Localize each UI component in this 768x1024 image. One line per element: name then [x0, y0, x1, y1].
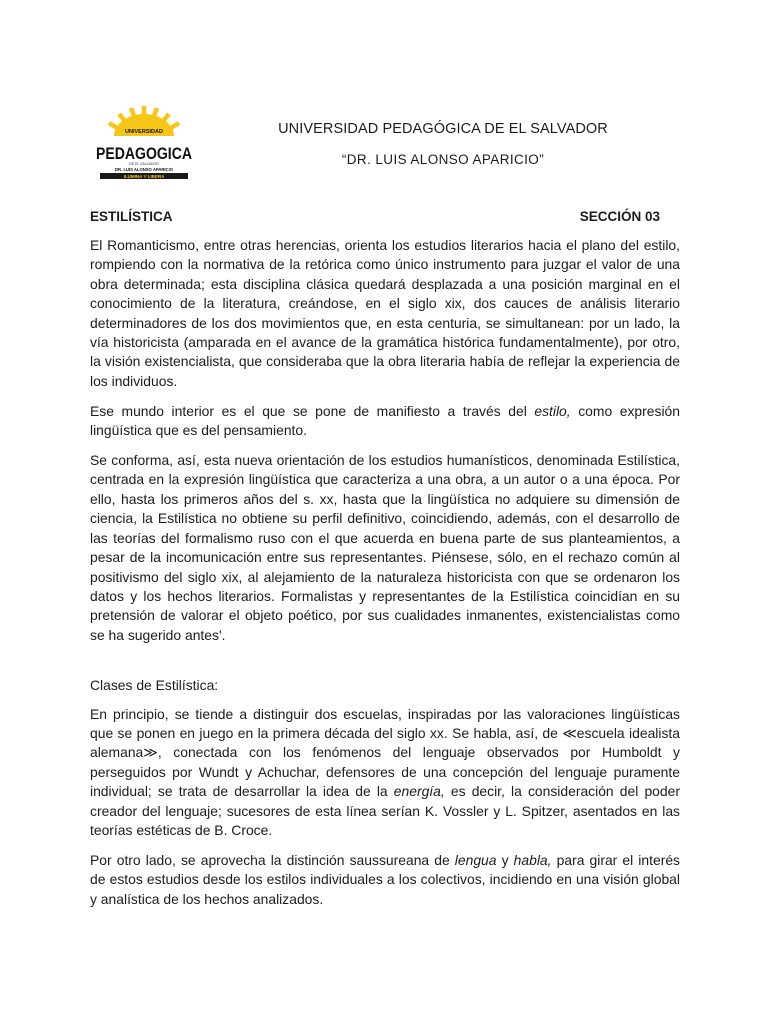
paragraph-1: El Romanticismo, entre otras herencias, orienta los estudios literarios hacia el plano del estilo, rompiendo con la normativa de la retórica como único instrumento para juzgar el valor de una obra determinada; esta disciplina clásica quedará desplazada a una posición marginal en el conocimiento de la literatura, creándose, en el siglo xix, dos cauces de análisis literario determinadores de los dos movimientos que, en esta centuria, se simultanean: por un lado, la vía historicista (amparada en el avance de la gramática histórica fundamentalmente), por otro, la visión existencialista, que consideraba que la obra literaria había de reflejar la experiencia de los individuos.: [90, 237, 680, 389]
document-heading: [90, 209, 660, 224]
university-name: UNIVERSIDAD PEDAGÓGICA DE EL SALVADOR: [278, 121, 608, 137]
italic-term: estilo,: [534, 402, 571, 419]
italic-term: lengua: [454, 851, 497, 868]
paragraph-2: Ese mundo interior es el que se pone de manifiesto a través del estilo, como expresión lingüística que es del pensamiento.: [90, 402, 680, 439]
italic-term: energía,: [393, 783, 445, 800]
italic-term: habla,: [513, 851, 552, 868]
paragraph-3: Se conforma, así, esta nueva orientación de los estudios humanísticos, denominada Estilística, centrada en la expresión lingüística que caracteriza a una obra, a un autor o a una época. Por ello, hasta los primeros años del s. xx, hasta que la lingüística no adquiere su dimensión de ciencia, la Estilística no obtiene su perfil definitivo, coincidiendo, además, con el desarrollo de las teorías del formalismo ruso con el que acuerda en buena parte de sus planteamientos, a pesar de la incomunicación entre sus representantes. Piénsese, sólo, en el rechazo común al positivismo del siglo xix, al alejamiento de la naturaleza historicista con que se ordenaron los datos y los hechos literarios. Formalistas y representantes de la Estilística coincidían en su pretensión de valorar el objeto poético, por sus cualidades inmanentes, existencialistas como se ha sugerido antes'.: [90, 452, 680, 643]
svg-text:ILUMINA Y LIBERA: ILUMINA Y LIBERA: [123, 174, 165, 179]
document-body: [90, 236, 680, 920]
university-logo: [92, 102, 196, 184]
svg-text:DE EL SALVADOR: DE EL SALVADOR: [129, 162, 159, 166]
svg-text:PEDAGOGICA: PEDAGOGICA: [96, 144, 192, 163]
paragraph-4: En principio, se tiende a distinguir dos escuelas, inspiradas por las valoraciones lingüísticas que se ponen en juego en la primera década del siglo xx. Se habla, así, de ≪escuela idealista alemana≫, conectada con los fenómenos del lenguaje observados por Humboldt y perseguidos por Wundt y Achuchar, defensores de una concepción del lenguaje puramente individual; se trata de desarrollar la idea de la energía, es decir, la consideración del poder creador del lenguaje; sucesores de esta línea serían K. Vossler y L. Spitzer, asentados en las teorías estéticas de B. Croce.: [90, 705, 680, 838]
svg-text:DR. LUIS ALONSO APARICIO: DR. LUIS ALONSO APARICIO: [114, 167, 174, 172]
section-number: SECCIÓN 03: [579, 209, 660, 224]
svg-text:UNIVERSIDAD: UNIVERSIDAD: [125, 129, 163, 135]
university-subtitle: “DR. LUIS ALONSO APARICIO”: [341, 152, 545, 167]
sun-logo-icon: [92, 102, 196, 184]
section-label: Clases de Estilística:: [90, 677, 219, 694]
subject-title: ESTILÍSTICA: [90, 209, 173, 224]
paragraph-5: Por otro lado, se aprovecha la distinción saussureana de lengua y habla, para girar el interés de estos estudios desde los estilos individuales a los colectivos, incidiendo en una visión global y analística de los hechos analizados.: [90, 851, 680, 907]
